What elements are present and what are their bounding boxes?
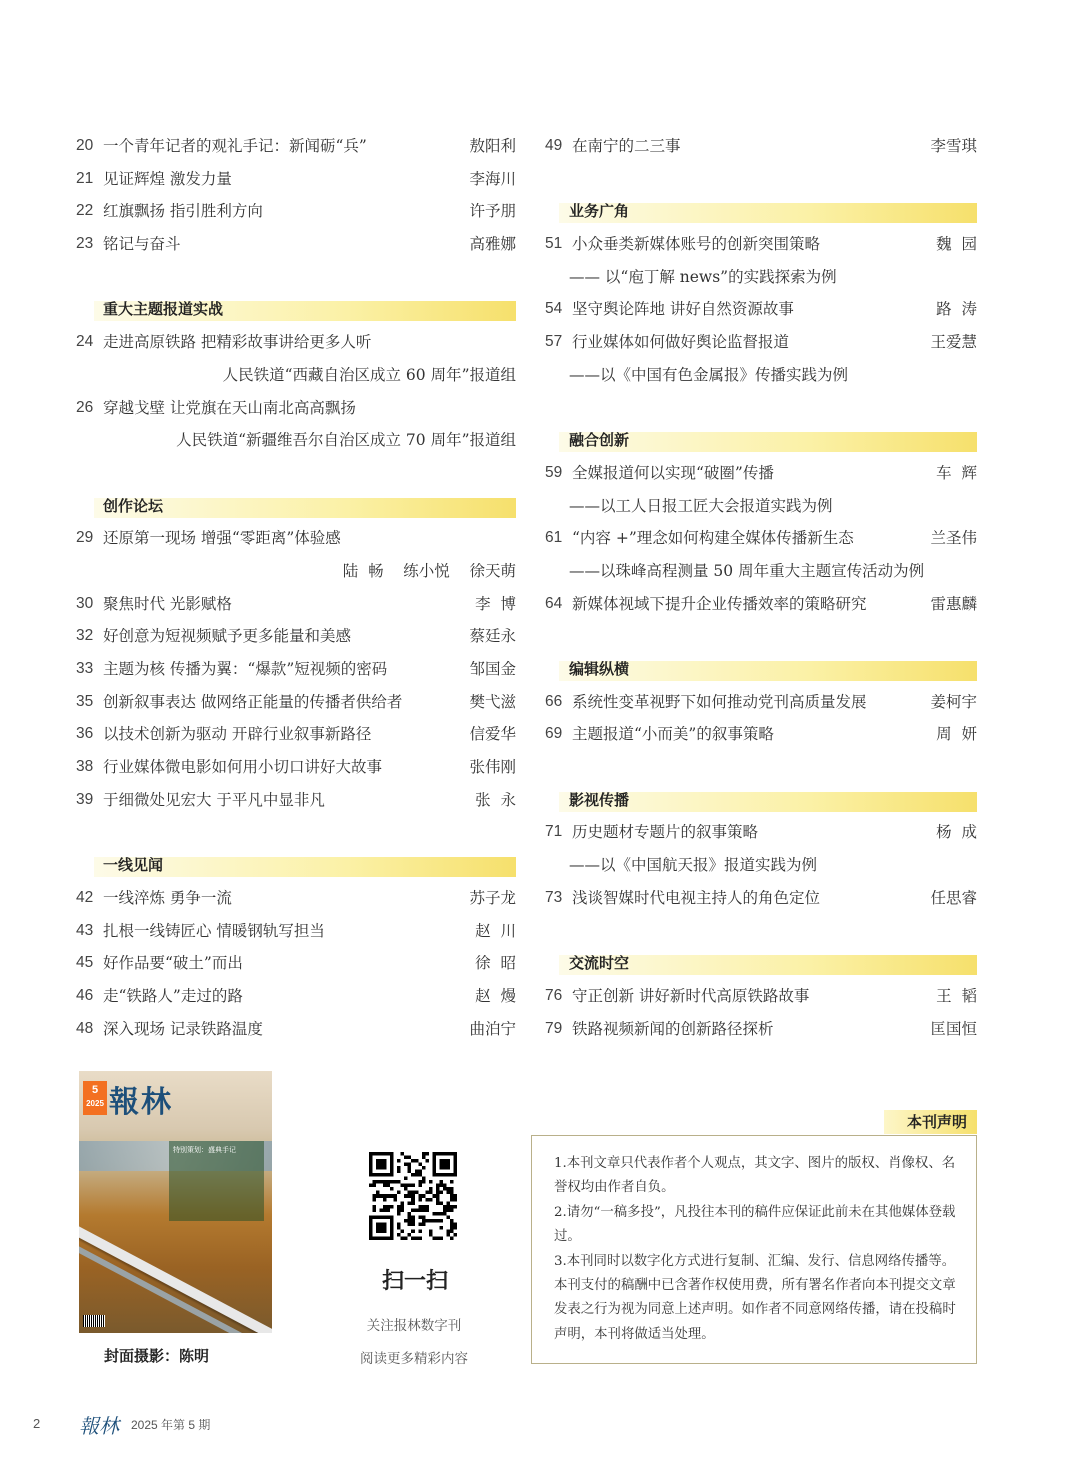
toc-entry[interactable] bbox=[545, 882, 977, 915]
notice-title-tag bbox=[884, 1110, 977, 1134]
cover-issue-number: 5 bbox=[91, 1084, 99, 1096]
article-title: 小众垂类新媒体账号的创新突围策略 bbox=[572, 235, 821, 254]
page-ref: 79 bbox=[545, 1019, 563, 1037]
article-author: 徐 昭 bbox=[475, 954, 516, 973]
article-author: 姜柯宇 bbox=[930, 692, 977, 711]
page-ref: 59 bbox=[545, 463, 563, 481]
article-author: 张伟刚 bbox=[469, 758, 516, 777]
article-author: 高雅娜 bbox=[469, 235, 516, 254]
article-title: 于细微处见宏大 于平凡中显非凡 bbox=[103, 790, 325, 809]
article-title: 穿越戈壁 让党旗在天山南北高高飘扬 bbox=[103, 398, 356, 417]
article-title: 走进高原铁路 把精彩故事讲给更多人听 bbox=[103, 333, 372, 352]
article-author: 路 涛 bbox=[936, 300, 977, 319]
article-author: 赵 熳 bbox=[475, 986, 516, 1005]
cover-image bbox=[79, 1071, 272, 1333]
article-author: 王爱慧 bbox=[930, 333, 977, 352]
cover-train bbox=[79, 1221, 272, 1333]
footer-logo: 報林 bbox=[79, 1414, 119, 1438]
page-ref: 35 bbox=[76, 692, 94, 710]
toc-entry[interactable] bbox=[76, 163, 516, 196]
article-subtitle bbox=[545, 849, 977, 882]
toc-entry[interactable] bbox=[545, 588, 977, 621]
page-ref: 22 bbox=[76, 202, 94, 220]
article-title: 行业媒体微电影如何用小切口讲好大故事 bbox=[103, 758, 383, 777]
page-ref: 73 bbox=[545, 888, 563, 906]
section-title: 重大主题报道实战 bbox=[103, 300, 224, 319]
article-title: 铭记与奋斗 bbox=[103, 235, 181, 254]
article-author: 人民铁道“西藏自治区成立 60 周年”报道组 bbox=[222, 365, 516, 384]
article-title: 一个青年记者的观礼手记：新闻砺“兵” bbox=[103, 137, 367, 155]
toc-entry[interactable] bbox=[545, 326, 977, 359]
article-title: 见证辉煌 激发力量 bbox=[103, 169, 232, 188]
notice-box bbox=[531, 1135, 977, 1364]
section-title: 业务广角 bbox=[569, 202, 630, 221]
author-line bbox=[76, 555, 516, 588]
article-title: 红旗飘扬 指引胜利方向 bbox=[103, 202, 263, 221]
scan-label: 扫一扫 bbox=[381, 1269, 448, 1294]
section-header bbox=[76, 293, 516, 326]
article-author: 杨 成 bbox=[936, 823, 977, 842]
article-author: 兰圣伟 bbox=[930, 529, 977, 548]
page-ref: 54 bbox=[545, 300, 563, 318]
page-ref: 48 bbox=[76, 1019, 94, 1037]
qr-code-icon[interactable] bbox=[369, 1152, 457, 1240]
page-ref: 23 bbox=[76, 235, 94, 253]
subtitle-text: ——以珠峰高程测量 50 周年重大主题宣传活动为例 bbox=[569, 561, 925, 580]
page-ref: 71 bbox=[545, 823, 563, 841]
article-title: 全媒报道何以实现“破圈”传播 bbox=[572, 463, 774, 482]
section-header bbox=[545, 424, 977, 457]
page-ref: 61 bbox=[545, 529, 563, 547]
page-ref: 38 bbox=[76, 758, 94, 776]
toc-entry[interactable] bbox=[76, 195, 516, 228]
article-author: 车 辉 bbox=[936, 463, 977, 482]
toc-entry[interactable] bbox=[545, 457, 977, 490]
page-ref: 21 bbox=[76, 169, 94, 187]
author-line bbox=[76, 424, 516, 457]
section-title: 创作论坛 bbox=[103, 496, 164, 515]
notice-title: 本刊声明 bbox=[906, 1113, 967, 1131]
section-title: 交流时空 bbox=[569, 954, 630, 973]
toc-left-column bbox=[76, 130, 516, 1045]
spacer bbox=[545, 163, 977, 196]
article-author: 匡国恒 bbox=[930, 1019, 977, 1038]
toc-entry[interactable] bbox=[76, 686, 516, 719]
article-author: 李雪琪 bbox=[930, 137, 977, 155]
article-subtitle bbox=[545, 555, 977, 588]
article-title: 新媒体视域下提升企业传播效率的策略研究 bbox=[572, 594, 867, 613]
section-header bbox=[76, 849, 516, 882]
toc-entry[interactable] bbox=[76, 947, 516, 980]
article-title: 坚守舆论阵地 讲好自然资源故事 bbox=[572, 300, 794, 319]
toc-entry[interactable] bbox=[76, 718, 516, 751]
page-ref: 66 bbox=[545, 692, 563, 710]
page-ref: 32 bbox=[76, 627, 94, 645]
article-title: 走“铁路人”走过的路 bbox=[103, 986, 243, 1005]
article-author: 邹国金 bbox=[469, 660, 516, 678]
page-ref: 26 bbox=[76, 398, 94, 416]
article-author: 敖阳利 bbox=[469, 137, 516, 155]
article-title: 系统性变革视野下如何推动党刊高质量发展 bbox=[572, 692, 867, 711]
article-title: 行业媒体如何做好舆论监督报道 bbox=[572, 333, 790, 352]
page-ref: 43 bbox=[76, 921, 94, 939]
section-header bbox=[545, 195, 977, 228]
cover-issue-badge bbox=[83, 1081, 107, 1115]
toc-entry[interactable] bbox=[76, 588, 516, 621]
article-author: 许予朋 bbox=[469, 202, 516, 221]
toc-entry[interactable] bbox=[76, 784, 516, 817]
page-ref: 30 bbox=[76, 594, 94, 612]
article-subtitle bbox=[545, 261, 977, 294]
section-title: 融合创新 bbox=[569, 431, 630, 450]
section-title: 编辑纵横 bbox=[569, 660, 630, 678]
section-title: 影视传播 bbox=[569, 790, 630, 809]
article-author: 周 妍 bbox=[936, 725, 977, 744]
page-ref: 46 bbox=[76, 986, 94, 1004]
article-title: 扎根一线铸匠心 情暖钢轨写担当 bbox=[103, 921, 325, 940]
spacer bbox=[76, 816, 516, 849]
article-author: 赵 川 bbox=[475, 921, 516, 940]
toc-entry[interactable] bbox=[545, 228, 977, 261]
article-author: 张 永 bbox=[475, 790, 516, 809]
toc-entry[interactable] bbox=[545, 1013, 977, 1046]
toc-entry[interactable] bbox=[545, 686, 977, 719]
cover-feature-box bbox=[169, 1141, 264, 1221]
toc-entry[interactable] bbox=[76, 1013, 516, 1046]
toc-entry[interactable] bbox=[76, 130, 516, 163]
author-line bbox=[76, 359, 516, 392]
toc-entry[interactable] bbox=[76, 653, 516, 686]
section-header bbox=[76, 490, 516, 523]
cover-masthead: 報林 bbox=[109, 1085, 173, 1120]
toc-entry[interactable] bbox=[545, 130, 977, 163]
article-author: 曲泊宁 bbox=[469, 1019, 516, 1038]
article-title: 历史题材专题片的叙事策略 bbox=[572, 823, 759, 842]
section-header bbox=[545, 653, 977, 686]
spacer bbox=[76, 457, 516, 490]
toc-entry[interactable] bbox=[76, 228, 516, 261]
toc-entry[interactable] bbox=[76, 326, 516, 359]
notice-paragraph-3: 3.本刊同时以数字化方式进行复制、汇编、发行、信息网络传播等。本刊支付的稿酬中已含著作权使用费，所有署名作者向本刊提交文章发表之行为视为同意上述声明。如作者不同意网络传播，请在投稿时声明，本刊将做适当处理。 bbox=[554, 1253, 956, 1342]
page-ref: 49 bbox=[545, 137, 563, 154]
toc-entry[interactable] bbox=[545, 816, 977, 849]
article-subtitle bbox=[545, 359, 977, 392]
toc-entry[interactable] bbox=[76, 620, 516, 653]
subtitle-text: ——以《中国航天报》报道实践为例 bbox=[569, 856, 818, 875]
notice-paragraph-1: 1.本刊文章只代表作者个人观点，其文字、图片的版权、肖像权、名誉权均由作者自负。 bbox=[554, 1156, 956, 1196]
cover-issue-year: 2025 bbox=[86, 1099, 104, 1108]
toc-right-column bbox=[545, 130, 977, 1045]
page-ref: 24 bbox=[76, 333, 94, 351]
section-title: 一线见闻 bbox=[103, 856, 164, 875]
cover-feature-title: 特别策划：盛典手记 bbox=[173, 1146, 236, 1154]
article-title: 深入现场 记录铁路温度 bbox=[103, 1019, 263, 1038]
article-title: 好作品要“破土”而出 bbox=[103, 954, 243, 973]
toc-entry[interactable] bbox=[545, 522, 977, 555]
article-author: 李海川 bbox=[469, 169, 516, 188]
page-ref: 33 bbox=[76, 660, 94, 677]
article-author: 陆 畅 练小悦 徐天萌 bbox=[342, 561, 516, 580]
toc-entry[interactable] bbox=[76, 751, 516, 784]
page-ref: 57 bbox=[545, 333, 563, 351]
article-title: 以技术创新为驱动 开辟行业叙事新路径 bbox=[103, 725, 372, 744]
notice-paragraph-2: 2.请勿“一稿多投”，凡投往本刊的稿件应保证此前未在其他媒体登载过。 bbox=[554, 1204, 956, 1245]
footer-issue: 2025 年第 5 期 bbox=[131, 1418, 211, 1432]
article-author: 魏 园 bbox=[936, 235, 977, 254]
toc-entry[interactable] bbox=[545, 718, 977, 751]
page-ref: 76 bbox=[545, 986, 563, 1004]
toc-entry[interactable] bbox=[545, 980, 977, 1013]
spacer bbox=[545, 620, 977, 653]
subtitle-text: ——以工人日报工匠大会报道实践为例 bbox=[569, 496, 833, 515]
cover-caption: 封面摄影：陈明 bbox=[104, 1347, 210, 1365]
toc-entry[interactable] bbox=[76, 980, 516, 1013]
page-ref: 42 bbox=[76, 888, 94, 906]
article-author: 王 韬 bbox=[936, 986, 977, 1005]
toc-entry[interactable] bbox=[76, 522, 516, 555]
article-title: “内容 +”理念如何构建全媒体传播新生态 bbox=[572, 529, 854, 548]
page-ref: 64 bbox=[545, 594, 563, 612]
spacer bbox=[545, 392, 977, 425]
spacer bbox=[545, 751, 977, 784]
article-author: 任思睿 bbox=[930, 888, 977, 907]
article-title: 聚焦时代 光影赋格 bbox=[103, 594, 232, 613]
page-ref: 20 bbox=[76, 137, 94, 154]
page-ref: 36 bbox=[76, 725, 94, 743]
article-title: 还原第一现场 增强“零距离”体验感 bbox=[103, 529, 341, 548]
page-ref: 51 bbox=[545, 235, 563, 253]
section-header bbox=[545, 947, 977, 980]
section-header bbox=[545, 784, 977, 817]
toc-entry[interactable] bbox=[76, 915, 516, 948]
article-title: 创新叙事表达 做网络正能量的传播者供给者 bbox=[103, 692, 403, 711]
page-ref: 29 bbox=[76, 529, 94, 547]
article-author: 李 博 bbox=[475, 594, 516, 613]
qr-caption-line2: 阅读更多精彩内容 bbox=[360, 1351, 468, 1367]
page-number: 2 bbox=[33, 1416, 41, 1431]
page-ref: 39 bbox=[76, 790, 94, 808]
page-ref: 45 bbox=[76, 954, 94, 972]
toc-entry[interactable] bbox=[76, 392, 516, 425]
article-author: 信爱华 bbox=[469, 725, 516, 744]
toc-entry[interactable] bbox=[545, 293, 977, 326]
article-author: 人民铁道“新疆维吾尔自治区成立 70 周年”报道组 bbox=[176, 431, 516, 450]
subtitle-text: —— 以“庖丁解 news”的实践探索为例 bbox=[569, 267, 837, 286]
article-title: 铁路视频新闻的创新路径探析 bbox=[572, 1019, 774, 1038]
article-author: 樊弋滋 bbox=[469, 692, 516, 711]
toc-entry[interactable] bbox=[76, 882, 516, 915]
article-author: 蔡廷永 bbox=[469, 627, 516, 646]
article-author: 雷惠麟 bbox=[930, 594, 977, 613]
article-title: 主题为核 传播为翼：“爆款”短视频的密码 bbox=[103, 660, 388, 678]
subtitle-text: ——以《中国有色金属报》传播实践为例 bbox=[569, 365, 849, 384]
article-title: 在南宁的二三事 bbox=[572, 137, 681, 155]
spacer bbox=[76, 261, 516, 294]
article-subtitle bbox=[545, 490, 977, 523]
qr-caption-line1: 关注报林数字刊 bbox=[366, 1318, 462, 1334]
cover-barcode bbox=[83, 1315, 105, 1327]
article-title: 守正创新 讲好新时代高原铁路故事 bbox=[572, 986, 810, 1005]
spacer bbox=[545, 915, 977, 948]
article-title: 一线淬炼 勇争一流 bbox=[103, 888, 232, 907]
article-title: 浅谈智媒时代电视主持人的角色定位 bbox=[572, 888, 821, 907]
article-author: 苏子龙 bbox=[469, 888, 516, 907]
page-ref: 69 bbox=[545, 725, 563, 743]
article-title: 好创意为短视频赋予更多能量和美感 bbox=[103, 627, 352, 646]
article-title: 主题报道“小而美”的叙事策略 bbox=[572, 725, 774, 744]
